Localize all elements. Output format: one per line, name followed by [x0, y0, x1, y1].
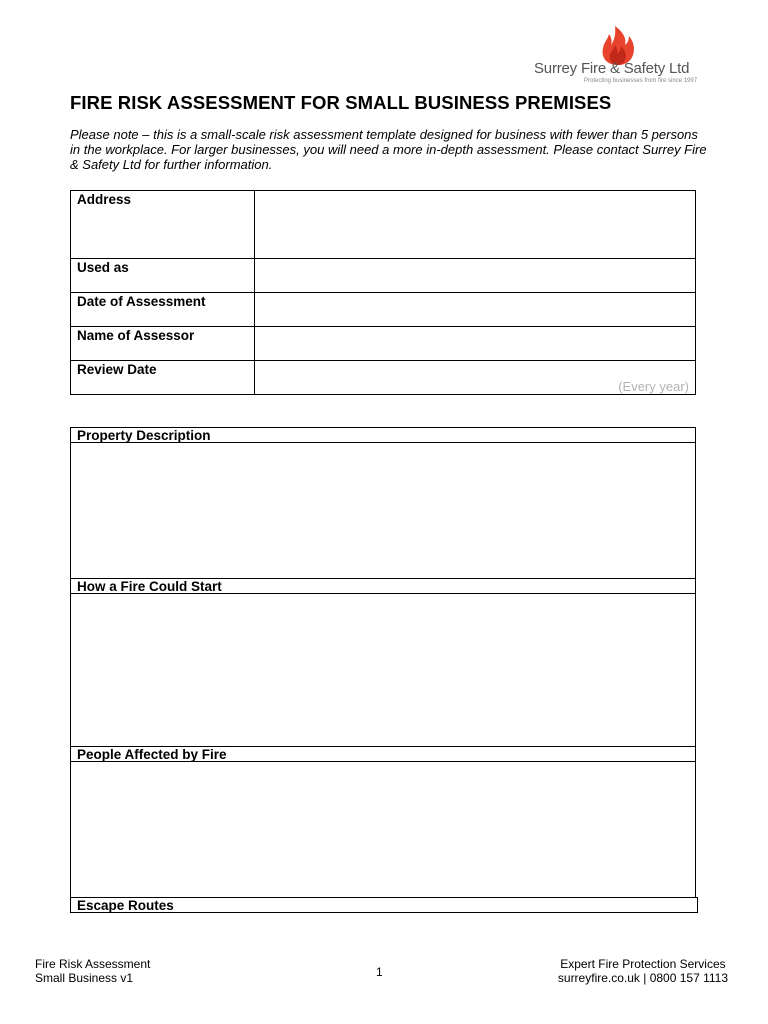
assessment-sections — [70, 428, 696, 913]
review-date-label: Review Date — [71, 361, 255, 395]
people-affected-heading: People Affected by Fire — [70, 746, 696, 762]
used-as-field[interactable] — [255, 259, 696, 293]
page-number: 1 — [376, 965, 383, 979]
table-row — [71, 259, 696, 293]
date-of-assessment-field[interactable] — [255, 293, 696, 327]
people-affected-field[interactable] — [70, 761, 696, 898]
footer-document-version: Small Business v1 — [35, 971, 134, 985]
how-fire-could-start-heading: How a Fire Could Start — [70, 578, 696, 594]
company-logo — [534, 24, 708, 90]
name-of-assessor-field[interactable] — [255, 327, 696, 361]
intro-note: Please note – this is a small-scale risk assessment template designed for business with fewer than 5 persons in the workplace. For larger businesses, you will need a more in-depth assessment. Please contact Surrey Fire & Safety Ltd for further information. — [70, 127, 707, 172]
address-label: Address — [71, 191, 255, 259]
table-row — [71, 327, 696, 361]
how-fire-could-start-field[interactable] — [70, 593, 696, 747]
used-as-label: Used as — [71, 259, 255, 293]
footer-company-slogan: Expert Fire Protection Services — [560, 957, 726, 971]
logo-company-name: Surrey Fire & Safety Ltd — [534, 60, 690, 77]
address-field[interactable] — [255, 191, 696, 259]
footer-right — [558, 957, 728, 985]
assessment-details-table — [70, 190, 696, 395]
table-row — [71, 361, 696, 395]
escape-routes-heading: Escape Routes — [70, 897, 698, 913]
page-title: FIRE RISK ASSESSMENT FOR SMALL BUSINESS PREMISES — [70, 92, 612, 113]
logo-tagline: Protecting businesses from fire since 1997 — [584, 78, 698, 84]
footer-contact: surreyfire.co.uk | 0800 157 1113 — [557, 971, 728, 985]
name-of-assessor-label: Name of Assessor — [71, 327, 255, 361]
date-of-assessment-label: Date of Assessment — [71, 293, 255, 327]
property-description-field[interactable] — [70, 442, 696, 579]
footer-left — [35, 957, 150, 985]
property-description-heading: Property Description — [70, 427, 696, 443]
table-row — [71, 293, 696, 327]
review-date-field[interactable] — [255, 361, 696, 395]
table-row — [71, 191, 696, 259]
footer-document-title: Fire Risk Assessment — [35, 957, 151, 971]
review-date-hint: (Every year) — [618, 379, 689, 394]
